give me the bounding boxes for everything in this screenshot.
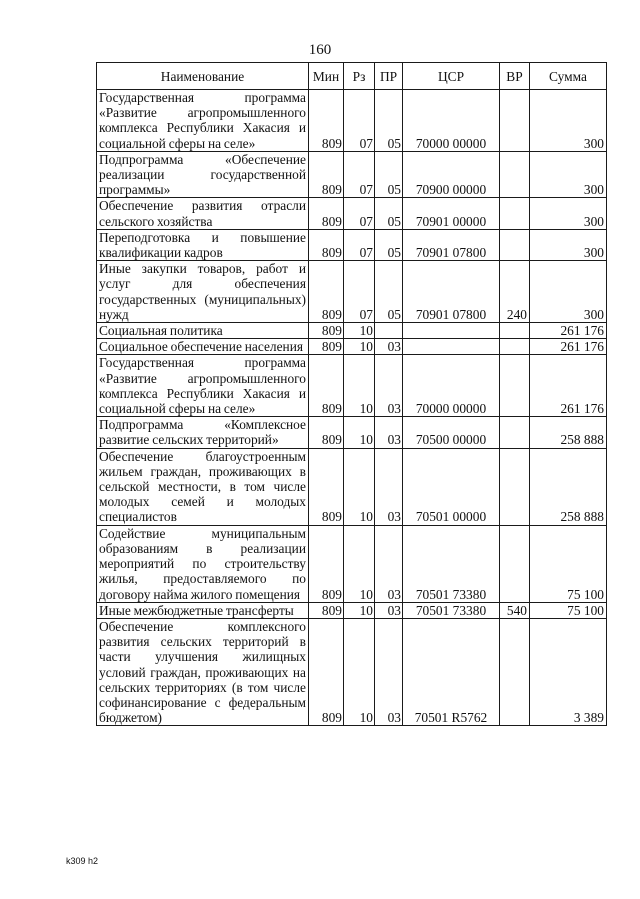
budget-table: [96, 62, 607, 726]
row-sum: 258 888: [530, 448, 607, 525]
row-name: Подпрограмма «Комплексное развитие сельских территорий»: [97, 417, 309, 448]
footer-code: k309 h2: [66, 856, 99, 866]
row-vr: [500, 339, 530, 355]
row-csr: 70901 07800: [403, 229, 500, 260]
row-min: 809: [309, 229, 344, 260]
row-vr: [500, 90, 530, 152]
row-rz: 10: [344, 448, 375, 525]
row-name: Переподготовка и повышение квалификации кадров: [97, 229, 309, 260]
row-csr: [403, 323, 500, 339]
row-csr: 70501 73380: [403, 525, 500, 602]
row-rz: 10: [344, 417, 375, 448]
column-header-name: Наименование: [97, 63, 309, 90]
row-name: Иные межбюджетные трансферты: [97, 602, 309, 618]
row-rz: 07: [344, 229, 375, 260]
row-pr: 03: [375, 355, 403, 417]
row-sum: 300: [530, 90, 607, 152]
row-name: Социальное обеспечение населения: [97, 339, 309, 355]
row-rz: 10: [344, 339, 375, 355]
row-pr: 05: [375, 90, 403, 152]
table-row: [97, 525, 607, 602]
row-sum: 300: [530, 261, 607, 323]
row-rz: 10: [344, 323, 375, 339]
row-pr: 05: [375, 198, 403, 229]
row-pr: 03: [375, 417, 403, 448]
table-row: [97, 261, 607, 323]
table-row: [97, 198, 607, 229]
row-min: 809: [309, 448, 344, 525]
row-vr: [500, 229, 530, 260]
row-pr: 05: [375, 261, 403, 323]
column-header-rz: Рз: [344, 63, 375, 90]
row-vr: 240: [500, 261, 530, 323]
table-row: [97, 90, 607, 152]
row-name: Государственная программа «Развитие агропромышленного комплекса Республики Хакасия и социальной сферы на селе»: [97, 355, 309, 417]
table-row: [97, 339, 607, 355]
row-name: Содействие муниципальным образованиям в реализации мероприятий по строительству жилья, предоставляемого по договору найма жилого помещения: [97, 525, 309, 602]
row-csr: 70901 07800: [403, 261, 500, 323]
table-row: [97, 229, 607, 260]
row-csr: 70501 00000: [403, 448, 500, 525]
row-min: 809: [309, 417, 344, 448]
column-header-csr: ЦСР: [403, 63, 500, 90]
table-row: [97, 323, 607, 339]
row-sum: 300: [530, 198, 607, 229]
table-row: [97, 151, 607, 198]
row-vr: [500, 448, 530, 525]
column-header-sum: Сумма: [530, 63, 607, 90]
row-name: Иные закупки товаров, работ и услуг для обеспечения государственных (муниципальных) нужд: [97, 261, 309, 323]
row-min: 809: [309, 339, 344, 355]
row-pr: 03: [375, 448, 403, 525]
table-row: [97, 355, 607, 417]
row-vr: [500, 417, 530, 448]
row-sum: 261 176: [530, 323, 607, 339]
column-header-pr: ПР: [375, 63, 403, 90]
row-csr: 70900 00000: [403, 151, 500, 198]
row-rz: 10: [344, 355, 375, 417]
row-sum: 3 389: [530, 618, 607, 725]
row-name: Государственная программа «Развитие агропромышленного комплекса Республики Хакасия и социальной сферы на селе»: [97, 90, 309, 152]
row-sum: 300: [530, 229, 607, 260]
row-vr: 540: [500, 602, 530, 618]
row-rz: 07: [344, 151, 375, 198]
row-min: 809: [309, 525, 344, 602]
row-sum: 261 176: [530, 339, 607, 355]
row-sum: 75 100: [530, 602, 607, 618]
row-pr: [375, 323, 403, 339]
row-vr: [500, 618, 530, 725]
row-min: 809: [309, 261, 344, 323]
row-name: Обеспечение комплексного развития сельских территорий в части улучшения жилищных условий граждан, проживающих на сельских территориях (в том числе софинансирование с федеральным бюджетом): [97, 618, 309, 725]
row-rz: 07: [344, 261, 375, 323]
row-min: 809: [309, 198, 344, 229]
row-min: 809: [309, 602, 344, 618]
column-header-vr: ВР: [500, 63, 530, 90]
row-csr: 70901 00000: [403, 198, 500, 229]
row-vr: [500, 323, 530, 339]
row-rz: 10: [344, 618, 375, 725]
row-vr: [500, 525, 530, 602]
row-pr: 05: [375, 151, 403, 198]
table-row: [97, 448, 607, 525]
row-pr: 05: [375, 229, 403, 260]
row-name: Социальная политика: [97, 323, 309, 339]
row-csr: 70501 R5762: [403, 618, 500, 725]
row-sum: 258 888: [530, 417, 607, 448]
column-header-min: Мин: [309, 63, 344, 90]
row-min: 809: [309, 151, 344, 198]
row-name: Обеспечение благоустроенным жильем граждан, проживающих в сельской местности, в том числе молодых семей и молодых специалистов: [97, 448, 309, 525]
row-name: Обеспечение развития отрасли сельского хозяйства: [97, 198, 309, 229]
row-sum: 261 176: [530, 355, 607, 417]
page-number: 160: [308, 42, 332, 58]
table-row: [97, 602, 607, 618]
row-rz: 07: [344, 198, 375, 229]
row-pr: 03: [375, 339, 403, 355]
row-rz: 07: [344, 90, 375, 152]
row-name: Подпрограмма «Обеспечение реализации государственной программы»: [97, 151, 309, 198]
table-row: [97, 618, 607, 725]
row-rz: 10: [344, 602, 375, 618]
row-min: 809: [309, 90, 344, 152]
row-pr: 03: [375, 618, 403, 725]
row-csr: 70000 00000: [403, 355, 500, 417]
row-csr: 70501 73380: [403, 602, 500, 618]
row-csr: [403, 339, 500, 355]
row-csr: 70000 00000: [403, 90, 500, 152]
row-vr: [500, 355, 530, 417]
row-pr: 03: [375, 525, 403, 602]
table-row: [97, 417, 607, 448]
row-sum: 300: [530, 151, 607, 198]
header-row: [97, 63, 607, 90]
row-vr: [500, 151, 530, 198]
row-sum: 75 100: [530, 525, 607, 602]
row-min: 809: [309, 355, 344, 417]
row-rz: 10: [344, 525, 375, 602]
row-min: 809: [309, 618, 344, 725]
row-csr: 70500 00000: [403, 417, 500, 448]
row-min: 809: [309, 323, 344, 339]
row-vr: [500, 198, 530, 229]
row-pr: 03: [375, 602, 403, 618]
